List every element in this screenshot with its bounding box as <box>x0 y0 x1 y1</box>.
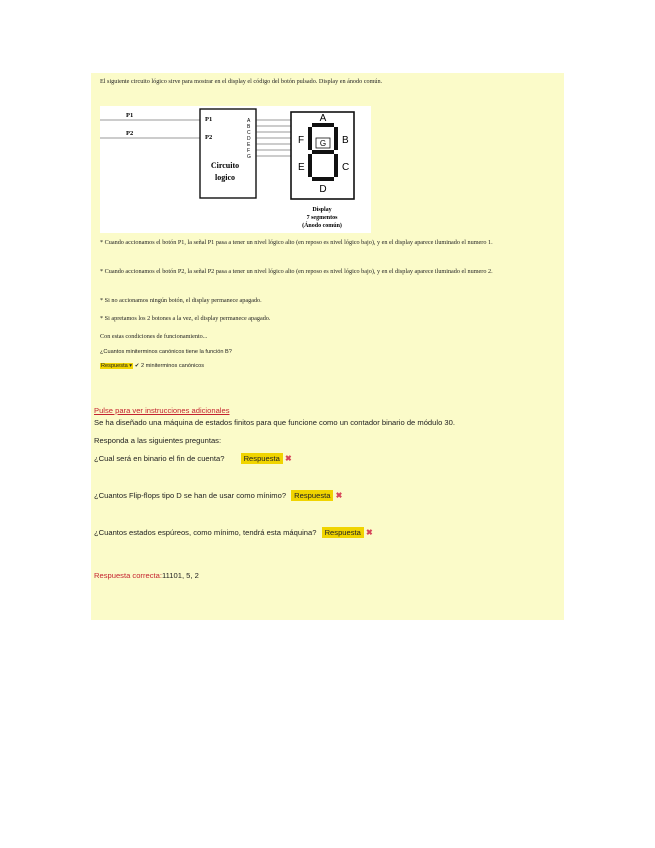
segment-label-d: D <box>319 184 327 195</box>
answer-value: 2 miniterminos canónicos <box>140 363 205 369</box>
correct-answer-label: Respuesta correcta: <box>94 571 162 580</box>
output-label: G <box>247 154 251 160</box>
segment-b <box>334 127 338 150</box>
answer-label[interactable]: Respuesta ▾ <box>101 363 133 369</box>
circuit-diagram <box>100 106 371 233</box>
question-flipflops <box>94 491 342 500</box>
segment-label-c: C <box>342 162 350 173</box>
circuit-p2-label: P2 <box>205 134 213 141</box>
answer-button-1[interactable]: Respuesta <box>241 453 283 464</box>
segment-c <box>334 154 338 177</box>
bullet-none: * Si no accionamos ningún botón, el display permanece apagado. <box>100 297 262 304</box>
cross-icon: ✖ <box>285 454 292 463</box>
circuit-label-2: logico <box>215 173 235 182</box>
bullet-p2: * Cuando accionamos el botón P2, la señal P2 pasa a tener un nivel lógico alto (en reposo es nivel lógico bajo), y en el display aparece iluminado el numero 2. <box>100 268 493 275</box>
circuit-label: Circuito <box>210 161 240 170</box>
question-end-count-text: ¿Cual será en binario el fin de cuenta? <box>94 454 225 463</box>
correct-answer-value: 11101, 5, 2 <box>161 571 199 580</box>
segment-label-b: B <box>342 135 349 146</box>
cross-icon: ✖ <box>335 491 343 500</box>
answer-row <box>100 363 400 370</box>
statement-text: Se ha diseñado una máquina de estados finitos para que funcione como un contador binario de módulo 30. <box>94 418 455 427</box>
segment-label-g: G <box>319 139 327 148</box>
question-spurious <box>94 528 373 537</box>
conditions-text: Con estas condiciones de funcionamiento... <box>100 333 208 340</box>
display-caption-3: (Ánodo común) <box>302 223 342 229</box>
bullet-both: * Si apretamos los 2 botones a la vez, el display permanece apagado. <box>100 315 271 322</box>
segment-d <box>312 177 334 181</box>
output-label: A <box>247 118 251 124</box>
circuit-p1-label: P1 <box>205 116 213 123</box>
output-label: F <box>247 148 251 154</box>
output-label: C <box>247 130 251 136</box>
prompt-text: Responda a las siguientes preguntas: <box>94 436 222 445</box>
answer-button-2[interactable]: Respuesta <box>291 490 333 501</box>
output-label: E <box>247 142 251 148</box>
check-icon: ✔ <box>134 363 140 369</box>
bullet-p1: * Cuando accionamos el botón P1, la señal P1 pasa a tener un nivel lógico alto (en reposo es nivel lógico bajo), y en el display aparece iluminado el numero 1. <box>100 239 493 246</box>
correct-answer <box>94 571 199 580</box>
question-flipflops-text: ¿Cuantos Flip-flops tipo D se han de usar como mínimo? <box>94 491 287 500</box>
output-label: D <box>247 136 251 142</box>
segment-g <box>312 150 334 154</box>
circuit-svg <box>100 106 371 233</box>
question-spurious-text: ¿Cuantos estados espúreos, como mínimo, tendrá esta máquina? <box>94 528 317 537</box>
output-label: B <box>247 124 251 130</box>
segment-f <box>308 127 312 150</box>
display-caption: Display <box>312 207 332 213</box>
p1-input-label: P1 <box>126 112 134 119</box>
question-panel <box>91 73 564 620</box>
segment-label-f: F <box>298 135 305 146</box>
answer-button-3[interactable]: Respuesta <box>322 527 364 538</box>
question-end-count <box>94 454 292 463</box>
segment-label-a: A <box>319 113 327 124</box>
cross-icon: ✖ <box>366 528 373 537</box>
display-caption-2: 7 segmentos <box>306 215 338 221</box>
minterm-question: ¿Cuantos miniterminos canónicos tiene la función B? <box>100 349 232 355</box>
p2-input-label: P2 <box>126 130 134 137</box>
segment-label-e: E <box>298 162 305 173</box>
instructions-link[interactable]: Pulse para ver instrucciones adicionales <box>94 406 230 415</box>
segment-e <box>308 154 312 177</box>
intro-text: El siguiente circuito lógico sirve para mostrar en el display el código del botón pulsado. Display en ánodo común. <box>100 78 383 85</box>
